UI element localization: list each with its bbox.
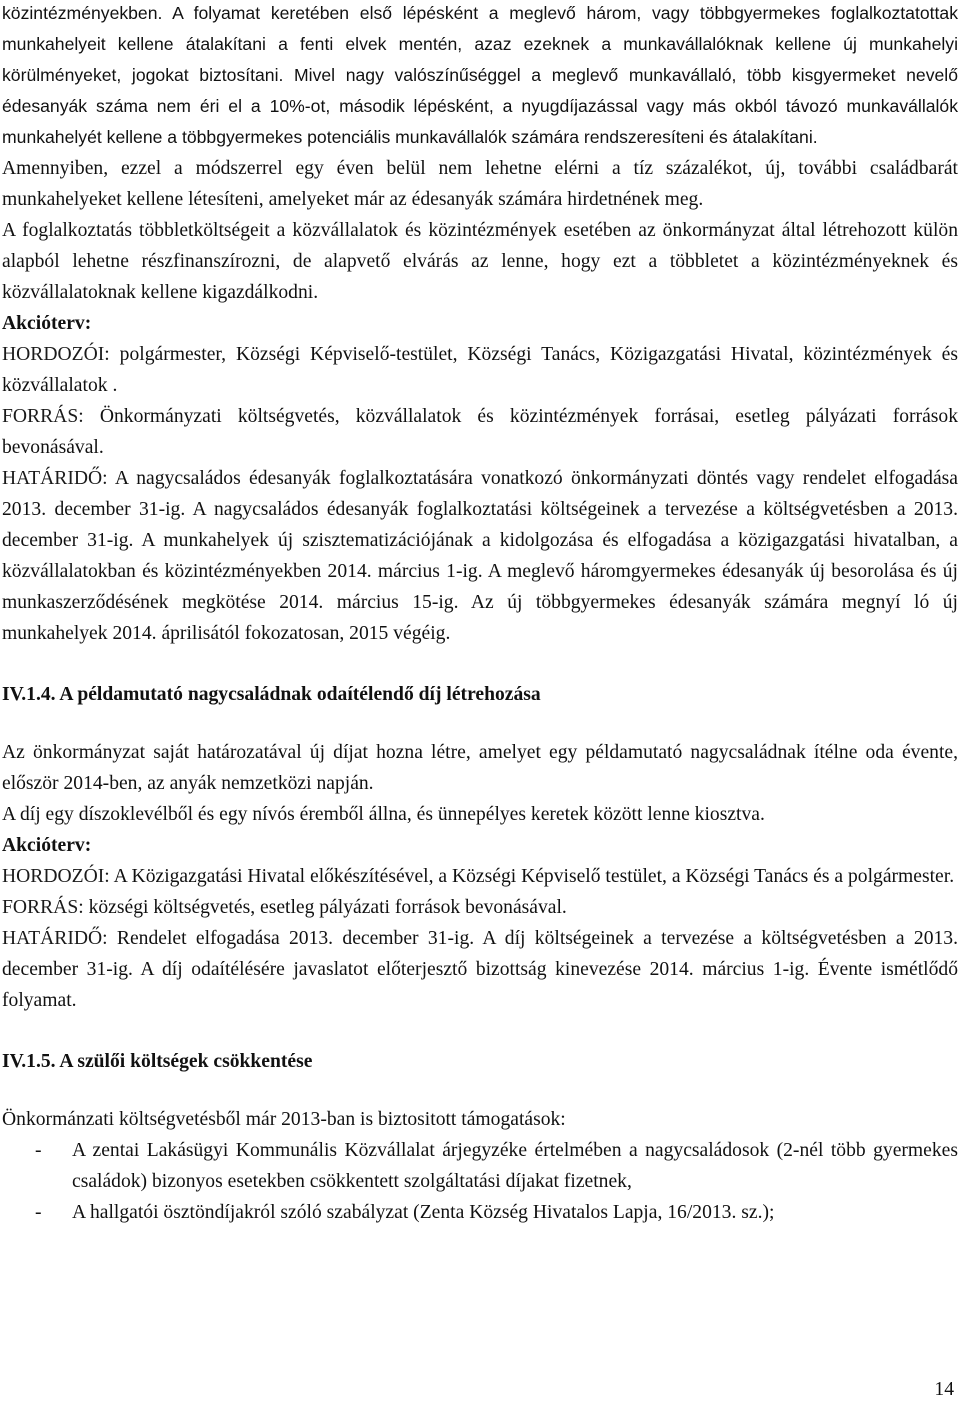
forras-label-2: FORRÁS: xyxy=(2,897,84,918)
akcioterv-label-2: Akcióterv: xyxy=(2,835,92,856)
section-heading-iv-1-4: IV.1.4. A példamutató nagycsaládnak odaítélendő díj létrehozása xyxy=(2,684,541,705)
paragraph-amennyiben: Amennyiben, ezzel a módszerrel egy éven belül nem lehetne elérni a tíz százalékot, új, további családbarát munkahelyeket kellene létesíteni, amelyeket már az édesanyák számára hirdetnének meg. xyxy=(2,158,958,210)
list-item xyxy=(2,1135,958,1197)
hordozoi-paragraph-2 xyxy=(2,861,958,892)
dash-marker: - xyxy=(35,1202,42,1223)
paragraph-dij-leiras: A díj egy díszoklevélből és egy nívós éremből állna, és ünnepélyes keretek között lenne kiosztva. xyxy=(2,804,765,825)
hatarido-paragraph xyxy=(2,463,958,649)
intro-paragraph xyxy=(2,0,958,153)
hatarido-label: HATÁRIDŐ: xyxy=(2,468,108,489)
forras-paragraph-2 xyxy=(2,892,958,923)
forras-paragraph xyxy=(2,401,958,463)
hordozoi-label: HORDOZÓI: xyxy=(2,344,110,365)
support-list xyxy=(2,1135,958,1228)
hordozoi-text: polgármester, Községi Képviselő-testület, Községi Tanács, Közigazgatási Hivatal, közintézmények és közvállalatok . xyxy=(2,344,958,396)
hordozoi-paragraph xyxy=(2,339,958,401)
hatarido-paragraph-2 xyxy=(2,923,958,1016)
list-item-text: A hallgatói ösztöndíjakról szóló szabályzat (Zenta Község Hivatalos Lapja, 16/2013. sz.); xyxy=(72,1202,775,1223)
page-number: 14 xyxy=(934,1379,954,1400)
paragraph-tamogatasok: Önkormánzati költségvetésből már 2013-ban is biztositott támogatások: xyxy=(2,1109,566,1130)
dash-marker: - xyxy=(35,1140,42,1161)
section-heading-iv-1-5: IV.1.5. A szülői költségek csökkentése xyxy=(2,1051,313,1072)
forras-text-2: községi költségvetés, esetleg pályázati források bevonásával. xyxy=(83,897,567,918)
forras-text: Önkormányzati költségvetés, közvállalatok és közintézmények forrásai, esetleg pályázati források bevonásával. xyxy=(2,406,958,458)
document-page xyxy=(2,0,958,1228)
hordozoi-text-2: A Közigazgatási Hivatal előkészítésével, a Községi Képviselő testület, a Községi Tanács és a polgármester. xyxy=(109,866,955,887)
akcioterv-label: Akcióterv: xyxy=(2,313,92,334)
paragraph-foglalkoztatas: A foglalkoztatás többletköltségeit a közvállalatok és közintézmények esetében az önkormányzat által létrehozott külön alapból lehetne részfinanszírozni, de alapvető elvárás az lenne, hogy ezt a többletet a közintézményeknek és közvállalatoknak kellene kigazdálkodni. xyxy=(2,220,958,303)
hatarido-text: A nagycsaládos édesanyák foglalkoztatására vonatkozó önkormányzati döntés vagy rendelet elfogadása 2013. december 31-ig. A nagycsaládos édesanyák foglalkoztatási költségeinek a tervezése a költségvetésben a 2013. december 31-ig. A munkahelyek új szisztematizációjának a kidolgozása és elfogadása a közigazgatási hivatalban, a közvállalatokban és közintézményekben 2014. március 1-ig. A meglevő háromgyermekes édesanyák új besorolása és új munkaszerződésének megkötése 2014. március 15-ig. Az új többgyermekes édesanyák számára megnyí ló új munkahelyek 2014. áprilisától fokozatosan, 2015 végéig. xyxy=(2,468,958,644)
list-item xyxy=(2,1197,958,1228)
forras-label: FORRÁS: xyxy=(2,406,84,427)
hatarido-label-2: HATÁRIDŐ: xyxy=(2,928,108,949)
intro-text-continued: Mivel nagy valószínűséggel a meglevő munkavállaló, több kisgyermeket nevelő édesanyák száma nem éri el a 10%-ot, második lépésként, a nyugdíjazással vagy más okból távozó munkavállalók munkahelyét kellene a többgyermekes potenciális munkavállalók számára rendszeresíteni és átalakítani. xyxy=(2,65,958,147)
paragraph-dij-letrehozas: Az önkormányzat saját határozatával új díjat hozna létre, amelyet egy példamutató nagycsaládnak ítélne oda évente, először 2014-ben, az anyák nemzetközi napján. xyxy=(2,742,958,794)
list-item-text: A zentai Lakásügyi Kommunális Közvállalat árjegyzéke értelmében a nagycsaládosok (2-nél több gyermekes családok) bizonyos esetekben csökkentett szolgáltatási díjakat fizetnek, xyxy=(72,1140,958,1192)
hordozoi-label-2: HORDOZÓI: xyxy=(2,866,110,887)
intro-text: közintézményekben. A folyamat keretében első lépésként a meglevő három, vagy többgyermekes foglalkoztatottak munkahelyeit kellene átalakítani a fenti elvek mentén, azaz ezeknek a munkavállalóknak kellene új munkahelyi körülményeket, jogokat biztosítani. xyxy=(2,3,958,85)
hatarido-text-2: Rendelet elfogadása 2013. december 31-ig. A díj költségeinek a tervezése a költségvetésben a 2013. december 31-ig. A díj odaítélésére javaslatot előterjesztő bizottság kinevezése 2014. március 1-ig. Évente ismétlődő folyamat. xyxy=(2,928,958,1011)
